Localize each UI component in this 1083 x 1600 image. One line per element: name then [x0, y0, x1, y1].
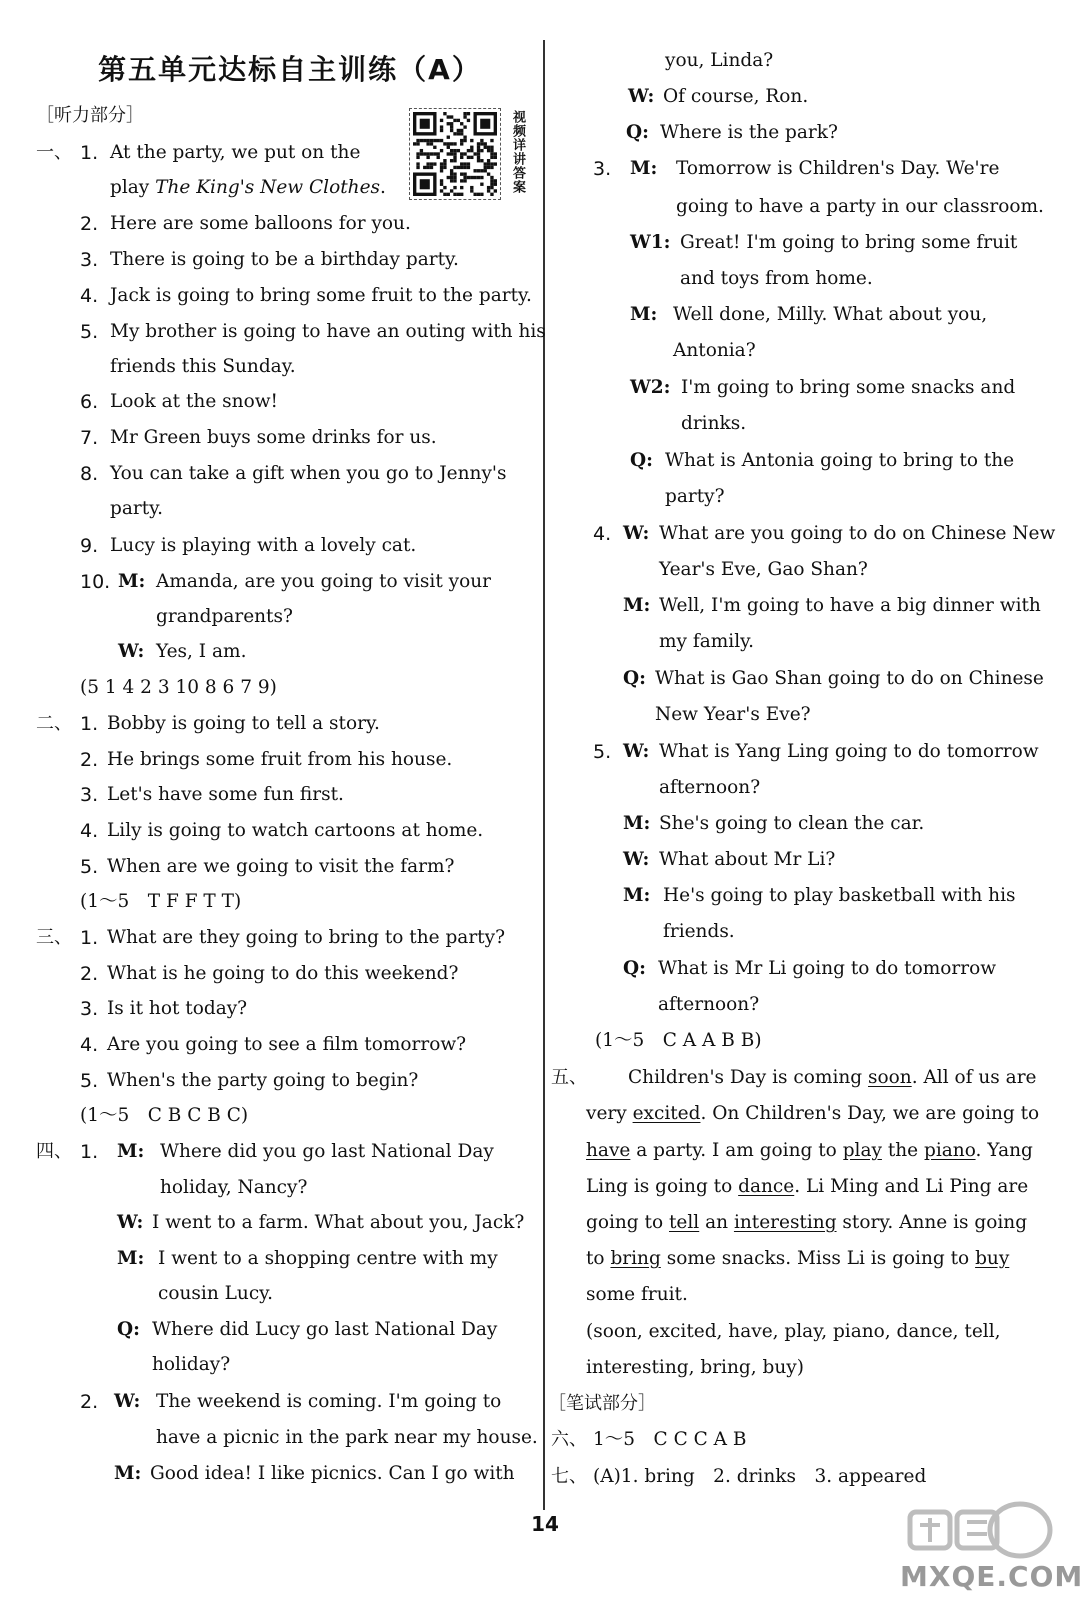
listening-header: ［听力部分］ — [36, 105, 144, 126]
speaker-label: M: — [623, 885, 651, 906]
dialogue-text: going to have a party in our classroom. — [676, 196, 1044, 217]
speaker-label: W: — [118, 641, 145, 662]
section-6-mark: 六、 — [551, 1429, 587, 1450]
item-text: friends this Sunday. — [110, 356, 296, 377]
item-text: My brother is going to have an outing with his — [110, 321, 546, 342]
item-text: Lily is going to watch cartoons at home. — [107, 820, 484, 841]
item-text: Look at the snow! — [110, 391, 278, 412]
dialogue-text: What is Gao Shan going to do on Chinese — [655, 668, 1044, 689]
dialogue-text: Great! I'm going to bring some fruit — [680, 232, 1018, 253]
item-text: Is it hot today? — [107, 998, 248, 1019]
item-text: Jack is going to bring some fruit to the party. — [110, 285, 532, 306]
item-number: 2. — [80, 1391, 99, 1413]
item-text: What are they going to bring to the party? — [107, 927, 505, 948]
item-text: Here are some balloons for you. — [110, 213, 411, 234]
speaker-label: W2: — [630, 377, 671, 398]
item-text: Bobby is going to tell a story. — [107, 713, 380, 734]
dialogue-text: I went to a farm. What about you, Jack? — [152, 1212, 525, 1233]
filled-blank: bring — [610, 1248, 661, 1269]
dialogue-text: Antonia? — [673, 340, 756, 361]
item-number: 3. — [593, 158, 612, 180]
dialogue-text: Where did Lucy go last National Day — [152, 1319, 498, 1340]
section-5-mark: 五、 — [551, 1067, 587, 1088]
item-text: Are you going to see a film tomorrow? — [107, 1034, 467, 1055]
dialogue-text: friends. — [663, 921, 735, 942]
dialogue-text: afternoon? — [659, 777, 761, 798]
dialogue-text: Well, I'm going to have a big dinner with — [659, 595, 1041, 616]
item-text: Lucy is playing with a lovely cat. — [110, 535, 417, 556]
dialogue-text: She's going to clean the car. — [659, 813, 925, 834]
qr-label: 视频详讲答案 — [510, 110, 525, 194]
filled-blank: interesting — [733, 1212, 837, 1233]
section-2-mark: 二、 — [36, 713, 72, 734]
item-text: When's the party going to begin? — [107, 1070, 419, 1091]
filled-blank: tell — [669, 1212, 700, 1233]
dialogue-text: have a picnic in the park near my house. — [156, 1427, 538, 1448]
item-text: Let's have some fun first. — [107, 784, 344, 805]
dialogue-text: New Year's Eve? — [655, 704, 811, 725]
section-7-mark: 七、 — [551, 1466, 587, 1487]
section-1-mark: 一、 — [36, 142, 72, 163]
dialogue-text: holiday? — [152, 1354, 231, 1375]
column-divider — [543, 40, 545, 1510]
passage-line: going to tell an interesting story. Anne is going — [586, 1212, 1028, 1233]
item-text: At the party, we put on the — [110, 142, 361, 163]
dialogue-text: my family. — [659, 631, 755, 652]
section-4-mark: 四、 — [36, 1141, 72, 1162]
dialogue-text: Where did you go last National Day — [160, 1141, 494, 1162]
speaker-label: M: — [117, 1141, 145, 1162]
item-text: What is he going to do this weekend? — [107, 963, 459, 984]
item-number: 4. — [80, 1034, 99, 1056]
item-number: 7. — [80, 427, 99, 449]
word-bank: interesting, bring, buy) — [586, 1357, 804, 1378]
passage-line: to bring some snacks. Miss Li is going to buy — [586, 1248, 1010, 1269]
dialogue-text: What is Antonia going to bring to the — [665, 450, 1015, 471]
speaker-label: W: — [623, 849, 650, 870]
dialogue-text: What are you going to do on Chinese New — [659, 523, 1056, 544]
dialogue-text: Where is the park? — [660, 122, 838, 143]
item-text: When are we going to visit the farm? — [107, 856, 455, 877]
item-number: 5. — [593, 741, 612, 763]
dialogue-text: What is Yang Ling going to do tomorrow — [659, 741, 1039, 762]
page-number: 14 — [531, 1512, 559, 1536]
item-number: 1. — [80, 713, 99, 735]
item-number: 6. — [80, 391, 99, 413]
item-number: 4. — [80, 820, 99, 842]
item-number: 5. — [80, 856, 99, 878]
dialogue-text: What about Mr Li? — [659, 849, 836, 870]
speaker-label: Q: — [630, 450, 653, 471]
item-number: 5. — [80, 321, 99, 343]
play-title: The King's New Clothes — [155, 177, 381, 198]
speaker-label: M: — [623, 595, 651, 616]
item-text: There is going to be a birthday party. — [110, 249, 459, 270]
speaker-label: Q: — [623, 668, 646, 689]
dialogue-text: Well done, Milly. What about you, — [673, 304, 988, 325]
item-number: 5. — [80, 1070, 99, 1092]
dialogue-text: afternoon? — [658, 994, 760, 1015]
speaker-label: W: — [623, 523, 650, 544]
written-header: ［笔试部分］ — [548, 1393, 656, 1414]
passage-line: have a party. I am going to play the piano. Yang — [586, 1140, 1033, 1161]
item-text: party. — [110, 498, 164, 519]
dialogue-text: The weekend is coming. I'm going to — [156, 1391, 502, 1412]
speaker-label: M: — [630, 304, 658, 325]
dialogue-text: I went to a shopping centre with my — [158, 1248, 498, 1269]
speaker-label: W: — [114, 1391, 141, 1412]
filled-blank: soon — [868, 1067, 912, 1088]
dialogue-text: Of course, Ron. — [663, 86, 809, 107]
answer-key: (5 1 4 2 3 10 8 6 7 9) — [80, 677, 277, 698]
filled-blank: buy — [975, 1248, 1010, 1269]
watermark-text: MXQE.COM — [900, 1560, 1083, 1593]
answer-key: (1～5 C A A B B) — [595, 1030, 762, 1051]
passage-line: Children's Day is coming soon. All of us are — [628, 1067, 1037, 1088]
qr-code-icon — [413, 112, 497, 196]
item-text: You can take a gift when you go to Jenny's — [110, 463, 507, 484]
dialogue-text: Good idea! I like picnics. Can I go with — [150, 1463, 515, 1484]
speaker-label: Q: — [626, 122, 649, 143]
item-text: He brings some fruit from his house. — [107, 749, 453, 770]
speaker-label: Q: — [117, 1319, 140, 1340]
filled-blank: piano — [924, 1140, 976, 1161]
item-number: 3. — [80, 998, 99, 1020]
speaker-label: M: — [118, 571, 146, 592]
speaker-label: M: — [117, 1248, 145, 1269]
passage-line: some fruit. — [586, 1284, 688, 1305]
passage-line: very excited. On Children's Day, we are going to — [586, 1103, 1040, 1124]
item-number: 2. — [80, 963, 99, 985]
dialogue-text: drinks. — [681, 413, 747, 434]
qr-code[interactable] — [409, 108, 501, 200]
answer-key: 1～5 C C C A B — [593, 1429, 747, 1450]
speaker-label: W: — [623, 741, 650, 762]
item-text: grandparents? — [156, 606, 293, 627]
dialogue-text: What is Mr Li going to do tomorrow — [658, 958, 997, 979]
filled-blank: have — [586, 1140, 631, 1161]
speaker-label: M: — [114, 1463, 142, 1484]
item-number: 1. — [80, 1141, 99, 1163]
item-text: Amanda, are you going to visit your — [156, 571, 491, 592]
filled-blank: play — [842, 1140, 882, 1161]
item-number: 3. — [80, 784, 99, 806]
speaker-label: M: — [623, 813, 651, 834]
dialogue-text: Year's Eve, Gao Shan? — [659, 559, 868, 580]
item-text: play The King's New Clothes. — [110, 177, 386, 198]
page-title: 第五单元达标自主训练（A） — [98, 53, 482, 86]
speaker-label: M: — [630, 158, 658, 179]
speaker-label: W: — [628, 86, 655, 107]
dialogue-text: and toys from home. — [680, 268, 873, 289]
section-3-mark: 三、 — [36, 927, 72, 948]
dialogue-text: you, Linda? — [665, 50, 774, 71]
item-text: Mr Green buys some drinks for us. — [110, 427, 437, 448]
item-number: 4. — [80, 285, 99, 307]
item-number: 2. — [80, 213, 99, 235]
item-number: 1. — [80, 927, 99, 949]
item-number: 8. — [80, 463, 99, 485]
dialogue-text: holiday, Nancy? — [160, 1177, 308, 1198]
item-text: Yes, I am. — [156, 641, 247, 662]
dialogue-text: cousin Lucy. — [158, 1283, 274, 1304]
speaker-label: W: — [117, 1212, 144, 1233]
item-number: 9. — [80, 535, 99, 557]
item-number: 10. — [80, 571, 111, 593]
passage-line: Ling is going to dance. Li Ming and Li Ping are — [586, 1176, 1029, 1197]
dialogue-text: party? — [665, 486, 725, 507]
filled-blank: dance — [738, 1176, 795, 1197]
answer-key: (A)1. bring 2. drinks 3. appeared — [593, 1466, 927, 1487]
item-number: 4. — [593, 523, 612, 545]
item-number: 3. — [80, 249, 99, 271]
dialogue-text: He's going to play basketball with his — [663, 885, 1016, 906]
item-number: 2. — [80, 749, 99, 771]
filled-blank: excited — [632, 1103, 701, 1124]
speaker-label: Q: — [623, 958, 646, 979]
speaker-label: W1: — [630, 232, 671, 253]
dialogue-text: Tomorrow is Children's Day. We're — [676, 158, 1000, 179]
answer-key: (1～5 C B C B C) — [80, 1105, 249, 1126]
dialogue-text: I'm going to bring some snacks and — [681, 377, 1016, 398]
answer-key: (1～5 T F F T T) — [80, 891, 242, 912]
item-number: 1. — [80, 142, 99, 164]
word-bank: (soon, excited, have, play, piano, dance, tell, — [586, 1321, 1001, 1342]
